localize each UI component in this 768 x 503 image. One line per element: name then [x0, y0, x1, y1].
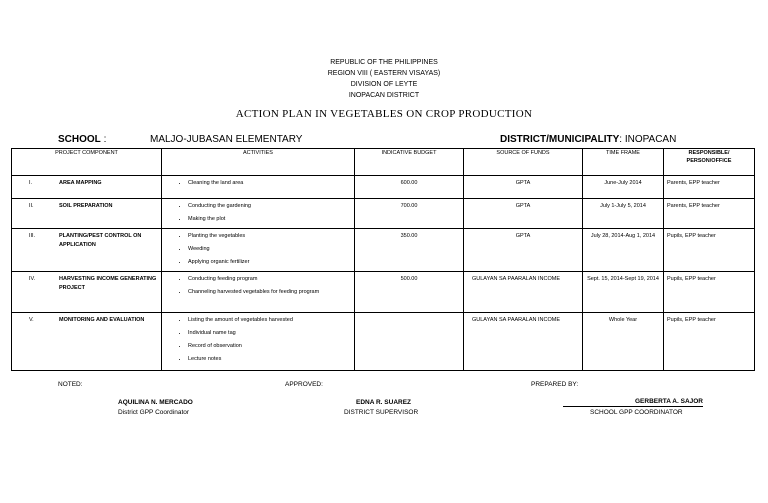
project-component: HARVESTING INCOME GENERATING PROJECT [59, 276, 157, 291]
budget-cell: 350.00 [355, 229, 464, 272]
project-component-cell [12, 229, 162, 272]
header-line-2: REGION VIII ( EASTERN VISAYAS) [327, 70, 441, 77]
table-header-row [12, 149, 755, 176]
table-row [12, 272, 755, 313]
col-header-time: TIME FRAME [583, 149, 664, 176]
budget-cell: 600.00 [355, 176, 464, 199]
funds-cell: GPTA [464, 199, 583, 229]
activities-cell [162, 199, 355, 229]
time-frame-cell: Sept. 15, 2014-Sept 19, 2014 [583, 272, 664, 313]
project-component-cell [12, 272, 162, 313]
funds-cell: GPTA [464, 176, 583, 199]
activity-item: • Record of observation [188, 342, 354, 351]
activity-item: • Individual name tag [188, 329, 354, 338]
school-colon: : [103, 134, 107, 145]
district-value: : INOPACAN [619, 134, 677, 145]
activities-cell [162, 176, 355, 199]
time-frame-cell: June-July 2014 [583, 176, 664, 199]
responsible-cell: Parents, EPP teacher [664, 176, 755, 199]
budget-cell [355, 313, 464, 371]
budget-cell: 500.00 [355, 272, 464, 313]
approved-name: EDNA R. SUAREZ [356, 399, 412, 406]
document-title: ACTION PLAN IN VEGETABLES ON CROP PRODUCTION [235, 108, 533, 120]
col-header-component: PROJECT COMPONENT [12, 149, 162, 176]
responsible-cell: Pupils, EPP teacher [664, 313, 755, 371]
prepared-name: GERBERTA A. SAJOR [563, 398, 703, 407]
header-line-1: REPUBLIC OF THE PHILIPPINES [330, 59, 438, 66]
activity-item: • Conducting feeding program [188, 275, 354, 284]
responsible-cell: Parents, EPP teacher [664, 199, 755, 229]
noted-name: AQUILINA N. MERCADO [118, 399, 193, 406]
table-row [12, 313, 755, 371]
project-component-cell [12, 199, 162, 229]
project-component: MONITORING AND EVALUATION [59, 317, 145, 323]
school-name: MALJO-JUBASAN ELEMENTARY [150, 134, 303, 145]
approved-label: APPROVED: [285, 381, 323, 388]
activities-cell [162, 272, 355, 313]
noted-label: NOTED: [58, 381, 83, 388]
activity-item: • Cleaning the land area [188, 179, 354, 188]
activity-item: • Lecture notes [188, 355, 354, 364]
responsible-cell: Pupils, EPP teacher [664, 229, 755, 272]
budget-cell: 700.00 [355, 199, 464, 229]
activity-item: • Planting the vegetables [188, 232, 354, 241]
col-header-responsible: RESPONSIBLE/ PERSON/OFFICE [664, 149, 755, 176]
time-frame-cell: Whole Year [583, 313, 664, 371]
header-line-3: DIVISION OF LEYTE [350, 81, 418, 88]
row-number: I. [29, 180, 33, 186]
row-number: II. [29, 203, 34, 209]
activities-cell [162, 229, 355, 272]
activity-item: • Weeding [188, 245, 354, 254]
row-number: IV. [29, 276, 36, 282]
project-component: AREA MAPPING [59, 180, 102, 186]
prepared-title: SCHOOL GPP COORDINATOR [590, 409, 683, 416]
activity-item: • Channeling harvested vegetables for feeding program [188, 288, 354, 297]
project-component-cell [12, 313, 162, 371]
project-component: SOIL PREPARATION [59, 203, 113, 209]
activities-cell [162, 313, 355, 371]
activity-item: • Conducting the gardening [188, 202, 354, 211]
funds-cell: GULAYAN SA PAARALAN INCOME [464, 313, 583, 371]
activity-item: • Listing the amount of vegetables harvested [188, 316, 354, 325]
project-component-cell [12, 176, 162, 199]
row-number: V. [29, 317, 34, 323]
col-header-budget: INDICATIVE BUDGET [355, 149, 464, 176]
district-field [500, 134, 676, 145]
school-label: SCHOOL : [58, 134, 107, 145]
approved-title: DISTRICT SUPERVISOR [344, 409, 419, 416]
row-number: III. [29, 233, 36, 239]
col-header-activities: ACTIVITIES [162, 149, 355, 176]
activity-item: • Making the plot [188, 215, 354, 224]
time-frame-cell: July 28, 2014-Aug 1, 2014 [583, 229, 664, 272]
project-component: PLANTING/PEST CONTROL ON APPLICATION [59, 233, 142, 248]
responsible-cell: Pupils, EPP teacher [664, 272, 755, 313]
funds-cell: GPTA [464, 229, 583, 272]
table-row [12, 176, 755, 199]
time-frame-cell: July 1-July 5, 2014 [583, 199, 664, 229]
district-label: DISTRICT/MUNICIPALITY [500, 134, 620, 145]
noted-title: District GPP Coordinator [118, 409, 190, 416]
col-header-funds: SOURCE OF FUNDS [464, 149, 583, 176]
table-row [12, 229, 755, 272]
table-row [12, 199, 755, 229]
prepared-label: PREPARED BY: [531, 381, 579, 388]
activity-item: • Applying organic fertilizer [188, 258, 354, 267]
action-plan-table [11, 148, 755, 371]
funds-cell: GULAYAN SA PAARALAN INCOME [464, 272, 583, 313]
header-line-4: INOPACAN DISTRICT [348, 92, 420, 99]
